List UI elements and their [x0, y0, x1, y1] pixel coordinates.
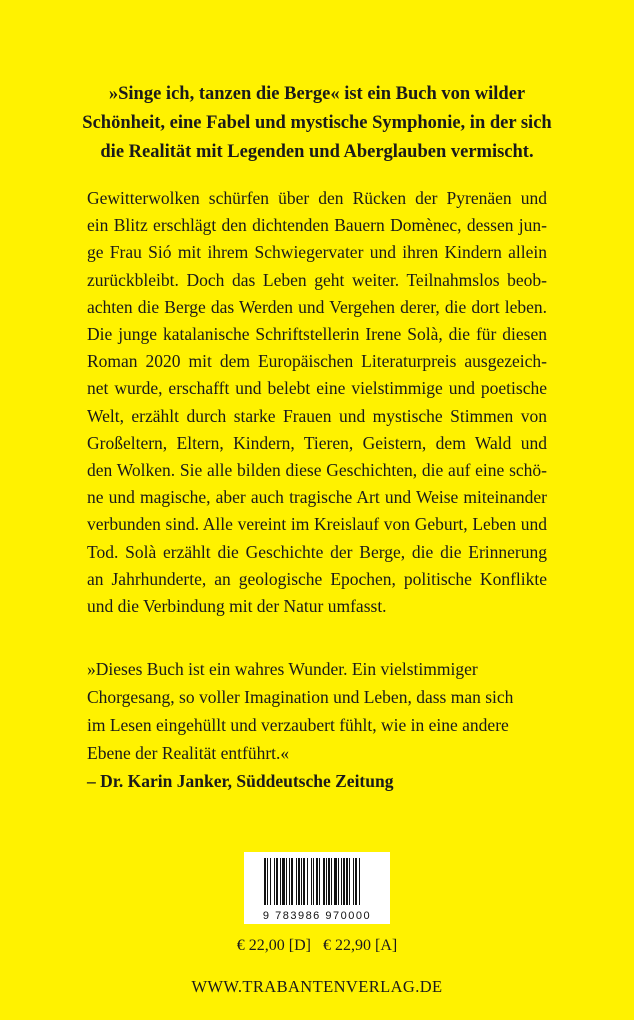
barcode-bar — [331, 858, 332, 905]
description-line: an Jahrhunderte, an geologische Epochen, politische Konflikte — [87, 568, 547, 589]
price-info: € 22,00 [D] € 22,90 [A] — [236, 937, 398, 954]
barcode-bar — [267, 858, 268, 905]
isbn-number: 9 783986 970000 — [262, 910, 372, 922]
barcode-bar — [326, 858, 327, 905]
quote-line: Ebene der Realität entführt.« — [87, 743, 290, 763]
barcode-bar — [355, 858, 357, 905]
quote-line: im Lesen eingehüllt und verzaubert fühlt, wie in eine andere — [87, 715, 509, 735]
tagline-line: Schönheit, eine Fabel und mystische Symphonie, in der sich — [82, 113, 552, 133]
barcode-bar — [276, 858, 278, 905]
barcode-bar — [343, 858, 345, 905]
description-line: ne und magische, aber auch tragische Art und Weise miteinander — [87, 487, 547, 508]
barcode-bar — [346, 858, 348, 905]
quote-line: Chorgesang, so voller Imagination und Leben, dass man sich — [87, 687, 514, 707]
description-line: Die junge katalanische Schriftstellerin Irene Solà, die für diesen — [87, 324, 547, 345]
book-description — [87, 185, 547, 620]
description-line: net wurde, erschafft und belebt eine vielstimmige und poetische — [87, 378, 547, 399]
barcode-bar — [353, 858, 354, 905]
tagline-line: die Realität mit Legenden und Aberglauben vermischt. — [100, 142, 534, 162]
barcode-bar — [291, 858, 293, 905]
barcode-bar — [328, 858, 330, 905]
description-line: zurückbleibt. Doch das Leben geht weiter. Teilnahmslos beob- — [87, 269, 547, 290]
description-line: Welt, erzählt durch starke Frauen und mystische Stimmen von — [87, 405, 547, 426]
barcode-bar — [289, 858, 290, 905]
quote-line: »Dieses Buch ist ein wahres Wunder. Ein vielstimmiger — [87, 659, 478, 679]
isbn-barcode — [244, 852, 390, 924]
quote-attribution: – Dr. Karin Janker, Süddeutsche Zeitung — [87, 771, 394, 791]
description-line: und die Verbindung mit der Natur umfasst. — [87, 596, 387, 617]
barcode-bar — [270, 858, 271, 905]
barcode-bar — [338, 858, 339, 905]
tagline-line: »Singe ich, tanzen die Berge« ist ein Buch von wilder — [108, 84, 526, 104]
barcode-bar — [303, 858, 305, 905]
tagline — [70, 80, 564, 167]
barcode-bar — [334, 858, 337, 905]
description-line: achten die Berge das Werden und Vergehen derer, die dort leben. — [87, 296, 547, 317]
barcode-bar — [341, 858, 342, 905]
description-line: Tod. Solà erzählt die Geschichte der Berge, die die Erinnerung — [87, 541, 547, 562]
barcode-bar — [319, 858, 320, 905]
review-quote — [87, 655, 547, 795]
barcode-bar — [301, 858, 302, 905]
barcode-bar — [323, 858, 325, 905]
barcode-bar — [264, 858, 266, 905]
description-line: verbunden sind. Alle vereint im Kreislauf von Geburt, Leben und — [87, 514, 547, 535]
barcode-bar — [313, 858, 314, 905]
barcode-bar — [316, 858, 318, 905]
description-line: ge Frau Sió mit ihrem Schwiegervater und ihren Kindern allein — [87, 242, 547, 263]
barcode-bar — [280, 858, 281, 905]
description-line: Großeltern, Eltern, Kindern, Tieren, Geistern, dem Wald und — [87, 432, 547, 453]
description-line: Gewitterwolken schürfen über den Rücken der Pyrenäen und — [87, 188, 547, 208]
barcode-bar — [282, 858, 285, 905]
barcode-bar — [311, 858, 312, 905]
description-line: den Wolken. Sie alle bilden diese Geschichten, die auf eine schö- — [87, 460, 547, 481]
barcode-graphic — [244, 852, 390, 924]
barcode-bar — [274, 858, 275, 905]
description-line: Roman 2020 mit dem Europäischen Literaturpreis ausgezeich- — [87, 351, 547, 372]
publisher-website: WWW.TRABANTENVERLAG.DE — [191, 977, 443, 996]
barcode-bar — [349, 858, 350, 905]
barcode-bar — [307, 858, 308, 905]
description-line: ein Blitz erschlägt den dichtenden Bauern Domènec, dessen jun- — [87, 215, 547, 236]
barcode-bar — [359, 858, 360, 905]
barcode-bar — [286, 858, 287, 905]
barcode-bar — [296, 858, 297, 905]
barcode-bar — [298, 858, 300, 905]
